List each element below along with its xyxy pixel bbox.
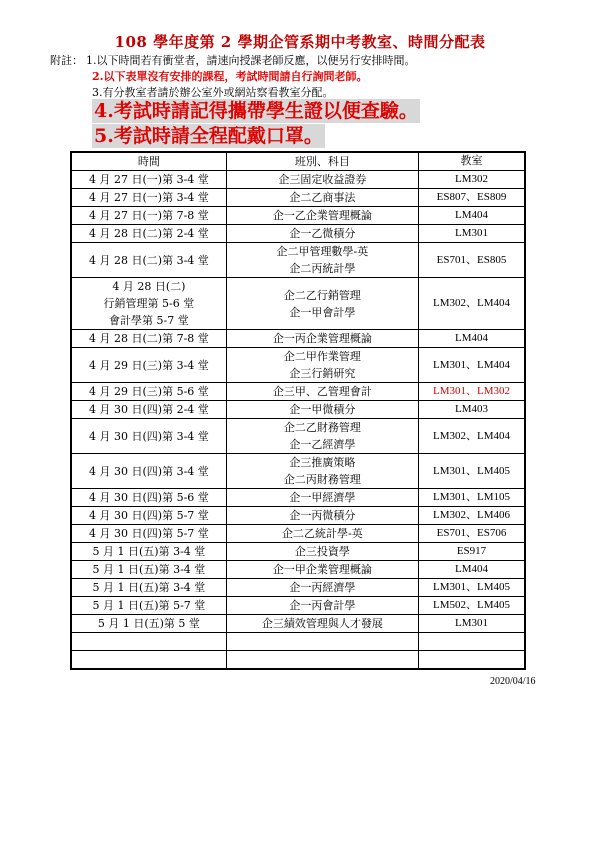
cell-time-line: 4 月 27 日(一)第 3-4 堂 bbox=[89, 173, 209, 186]
cell-time bbox=[71, 207, 226, 225]
document-date: 2020/04/16 bbox=[490, 676, 536, 687]
cell-class-subject bbox=[226, 189, 418, 207]
cell-time-line: 4 月 30 日(四)第 3-4 堂 bbox=[89, 464, 209, 478]
table-row bbox=[71, 171, 525, 189]
cell-time-line: 4 月 29 日(三)第 5-6 堂 bbox=[89, 385, 209, 398]
cell-room bbox=[418, 651, 525, 669]
cell-class-subject bbox=[226, 507, 418, 525]
cell-room: LM301、LM302 bbox=[418, 383, 525, 401]
cell-class-subject bbox=[226, 207, 418, 225]
cell-room: LM301、LM404 bbox=[418, 348, 525, 383]
cell-time-line: 4 月 29 日(三)第 3-4 堂 bbox=[89, 358, 209, 372]
cell-time-line: 4 月 28 日(二) bbox=[112, 280, 186, 293]
cell-class-subject bbox=[226, 401, 418, 419]
cell-time-line: 4 月 30 日(四)第 5-7 堂 bbox=[89, 527, 209, 540]
header-class-subject: 班別、科目 bbox=[226, 152, 418, 171]
table-row bbox=[71, 543, 525, 561]
exam-schedule-table bbox=[70, 151, 526, 670]
header-time: 時間 bbox=[71, 152, 226, 171]
cell-time bbox=[71, 615, 226, 633]
table-row bbox=[71, 525, 525, 543]
cell-class-line: 企三績效管理與人才發展 bbox=[261, 617, 383, 630]
table-row bbox=[71, 489, 525, 507]
cell-time bbox=[71, 489, 226, 507]
cell-class-subject bbox=[226, 633, 418, 651]
cell-time bbox=[71, 348, 226, 383]
cell-class-line: 企二乙行銷管理 bbox=[283, 288, 361, 302]
table-row bbox=[71, 401, 525, 419]
cell-time-line: 5 月 1 日(五)第 3-4 堂 bbox=[92, 563, 206, 576]
cell-room: ES917 bbox=[418, 543, 525, 561]
cell-class-subject bbox=[226, 543, 418, 561]
cell-class-line: 企二丙統計學 bbox=[289, 262, 356, 275]
cell-class-line: 企三甲、乙管理會計 bbox=[272, 385, 372, 398]
cell-time bbox=[71, 383, 226, 401]
table-row bbox=[71, 189, 525, 207]
cell-room: LM302、LM404 bbox=[418, 419, 525, 454]
table-header-row bbox=[71, 152, 525, 171]
cell-room: LM301 bbox=[418, 615, 525, 633]
cell-time bbox=[71, 561, 226, 579]
table-row bbox=[71, 651, 525, 669]
table-row bbox=[71, 615, 525, 633]
cell-class-line: 企一丙經濟學 bbox=[289, 581, 356, 594]
cell-class-line: 企二乙商事法 bbox=[289, 191, 356, 204]
note-2: 2.以下表單沒有安排的課程，考試時間請自行詢問老師。 bbox=[92, 70, 368, 83]
cell-time bbox=[71, 633, 226, 651]
cell-class-subject bbox=[226, 454, 418, 489]
table-row bbox=[71, 561, 525, 579]
cell-time bbox=[71, 330, 226, 348]
cell-time-line: 4 月 28 日(二)第 3-4 堂 bbox=[89, 253, 209, 267]
cell-room: LM301 bbox=[418, 225, 525, 243]
cell-class-line: 企一乙微積分 bbox=[289, 227, 356, 240]
cell-class-subject bbox=[226, 243, 418, 278]
table-row bbox=[71, 278, 525, 330]
cell-time-line: 5 月 1 日(五)第 3-4 堂 bbox=[92, 581, 206, 594]
cell-class-subject bbox=[226, 278, 418, 330]
cell-time-line: 4 月 27 日(一)第 3-4 堂 bbox=[89, 191, 209, 204]
cell-time-line: 4 月 27 日(一)第 7-8 堂 bbox=[89, 209, 209, 222]
cell-time-line: 4 月 30 日(四)第 5-7 堂 bbox=[89, 509, 209, 522]
cell-class-line: 企三投資學 bbox=[294, 545, 350, 558]
cell-room: ES807、ES809 bbox=[418, 189, 525, 207]
cell-room: LM302 bbox=[418, 171, 525, 189]
cell-time bbox=[71, 507, 226, 525]
cell-class-line: 企二乙統計學-英 bbox=[282, 527, 363, 540]
cell-room: ES701、ES706 bbox=[418, 525, 525, 543]
cell-time bbox=[71, 243, 226, 278]
cell-class-line: 企二丙財務管理 bbox=[283, 473, 361, 486]
cell-class-subject bbox=[226, 489, 418, 507]
cell-time-line: 4 月 30 日(四)第 2-4 堂 bbox=[89, 403, 209, 416]
table-row bbox=[71, 330, 525, 348]
cell-class-line: 企一甲企業管理概論 bbox=[272, 563, 372, 576]
cell-room: LM502、LM405 bbox=[418, 597, 525, 615]
cell-time bbox=[71, 189, 226, 207]
cell-class-subject bbox=[226, 419, 418, 454]
table-body bbox=[71, 171, 525, 669]
cell-room: LM302、LM406 bbox=[418, 507, 525, 525]
cell-time-line: 4 月 28 日(二)第 7-8 堂 bbox=[89, 332, 209, 345]
page-title: 108 學年度第 2 學期企管系期中考教室、時間分配表 bbox=[114, 33, 486, 51]
cell-time bbox=[71, 651, 226, 669]
cell-class-line: 企二乙財務管理 bbox=[283, 421, 361, 434]
cell-class-line: 企一丙會計學 bbox=[289, 599, 356, 612]
note-1: 1.以下時間若有衝堂者，請速向授課老師反應，以便另行安排時間。 bbox=[86, 54, 416, 67]
cell-class-line: 企一丙微積分 bbox=[289, 509, 356, 522]
cell-time-line: 4 月 28 日(二)第 2-4 堂 bbox=[89, 227, 209, 240]
cell-time bbox=[71, 454, 226, 489]
cell-time bbox=[71, 225, 226, 243]
table-row bbox=[71, 454, 525, 489]
cell-room bbox=[418, 633, 525, 651]
cell-room: LM403 bbox=[418, 401, 525, 419]
cell-room: LM302、LM404 bbox=[418, 278, 525, 330]
cell-time-line: 行銷管理第 5-6 堂 bbox=[103, 297, 195, 310]
table-row bbox=[71, 243, 525, 278]
note-5-highlight: 5.考試時請全程配戴口罩。 bbox=[94, 125, 323, 147]
cell-class-subject bbox=[226, 579, 418, 597]
table-row bbox=[71, 225, 525, 243]
cell-room: ES701、ES805 bbox=[418, 243, 525, 278]
table-row bbox=[71, 507, 525, 525]
cell-time bbox=[71, 525, 226, 543]
cell-room: LM301、LM405 bbox=[418, 454, 525, 489]
table-row bbox=[71, 383, 525, 401]
table-row bbox=[71, 207, 525, 225]
cell-class-subject bbox=[226, 561, 418, 579]
cell-time-line: 會計學第 5-7 堂 bbox=[109, 314, 189, 327]
cell-time-line: 5 月 1 日(五)第 3-4 堂 bbox=[92, 545, 206, 558]
cell-time bbox=[71, 579, 226, 597]
cell-time bbox=[71, 419, 226, 454]
header-room: 教室 bbox=[418, 152, 525, 171]
cell-room: LM404 bbox=[418, 330, 525, 348]
cell-class-line: 企一乙企業管理概論 bbox=[272, 209, 372, 222]
cell-class-line: 企一甲微積分 bbox=[289, 403, 356, 416]
cell-class-line: 企一乙經濟學 bbox=[289, 438, 356, 451]
cell-class-subject bbox=[226, 225, 418, 243]
cell-class-line: 企一甲經濟學 bbox=[289, 491, 356, 504]
table-row bbox=[71, 633, 525, 651]
cell-class-subject bbox=[226, 348, 418, 383]
cell-room: LM301、LM105 bbox=[418, 489, 525, 507]
cell-class-subject bbox=[226, 525, 418, 543]
cell-time-line: 5 月 1 日(五)第 5-7 堂 bbox=[92, 599, 206, 612]
cell-time-line: 5 月 1 日(五)第 5 堂 bbox=[97, 617, 200, 630]
cell-class-subject bbox=[226, 597, 418, 615]
cell-time bbox=[71, 171, 226, 189]
cell-class-line: 企一丙企業管理概論 bbox=[272, 332, 372, 345]
cell-class-subject bbox=[226, 651, 418, 669]
table-row bbox=[71, 579, 525, 597]
cell-class-line: 企三固定收益證券 bbox=[278, 173, 367, 186]
cell-class-line: 企二甲作業管理 bbox=[283, 350, 361, 363]
note-4-highlight: 4.考試時請記得攜帶學生證以便查驗。 bbox=[94, 100, 418, 122]
cell-time bbox=[71, 401, 226, 419]
cell-class-line: 企二甲管理數學-英 bbox=[276, 245, 369, 258]
cell-class-line: 企三行銷研究 bbox=[289, 367, 356, 380]
cell-time-line: 4 月 30 日(四)第 3-4 堂 bbox=[89, 429, 209, 443]
table-row bbox=[71, 419, 525, 454]
cell-time bbox=[71, 543, 226, 561]
cell-class-subject bbox=[226, 171, 418, 189]
cell-class-subject bbox=[226, 383, 418, 401]
cell-time bbox=[71, 597, 226, 615]
cell-time bbox=[71, 278, 226, 330]
cell-room: LM301、LM405 bbox=[418, 579, 525, 597]
cell-class-line: 企三推廣策略 bbox=[289, 456, 356, 469]
cell-room: LM404 bbox=[418, 561, 525, 579]
notes-prefix: 附註： bbox=[50, 54, 83, 67]
note-3: 3.有分教室者請於辦公室外或網站察看教室分配。 bbox=[92, 86, 334, 99]
cell-time-line: 4 月 30 日(四)第 5-6 堂 bbox=[89, 491, 209, 504]
cell-class-line: 企一甲會計學 bbox=[289, 305, 356, 319]
cell-class-subject bbox=[226, 615, 418, 633]
cell-class-subject bbox=[226, 330, 418, 348]
table-row bbox=[71, 597, 525, 615]
cell-room: LM404 bbox=[418, 207, 525, 225]
table-row bbox=[71, 348, 525, 383]
